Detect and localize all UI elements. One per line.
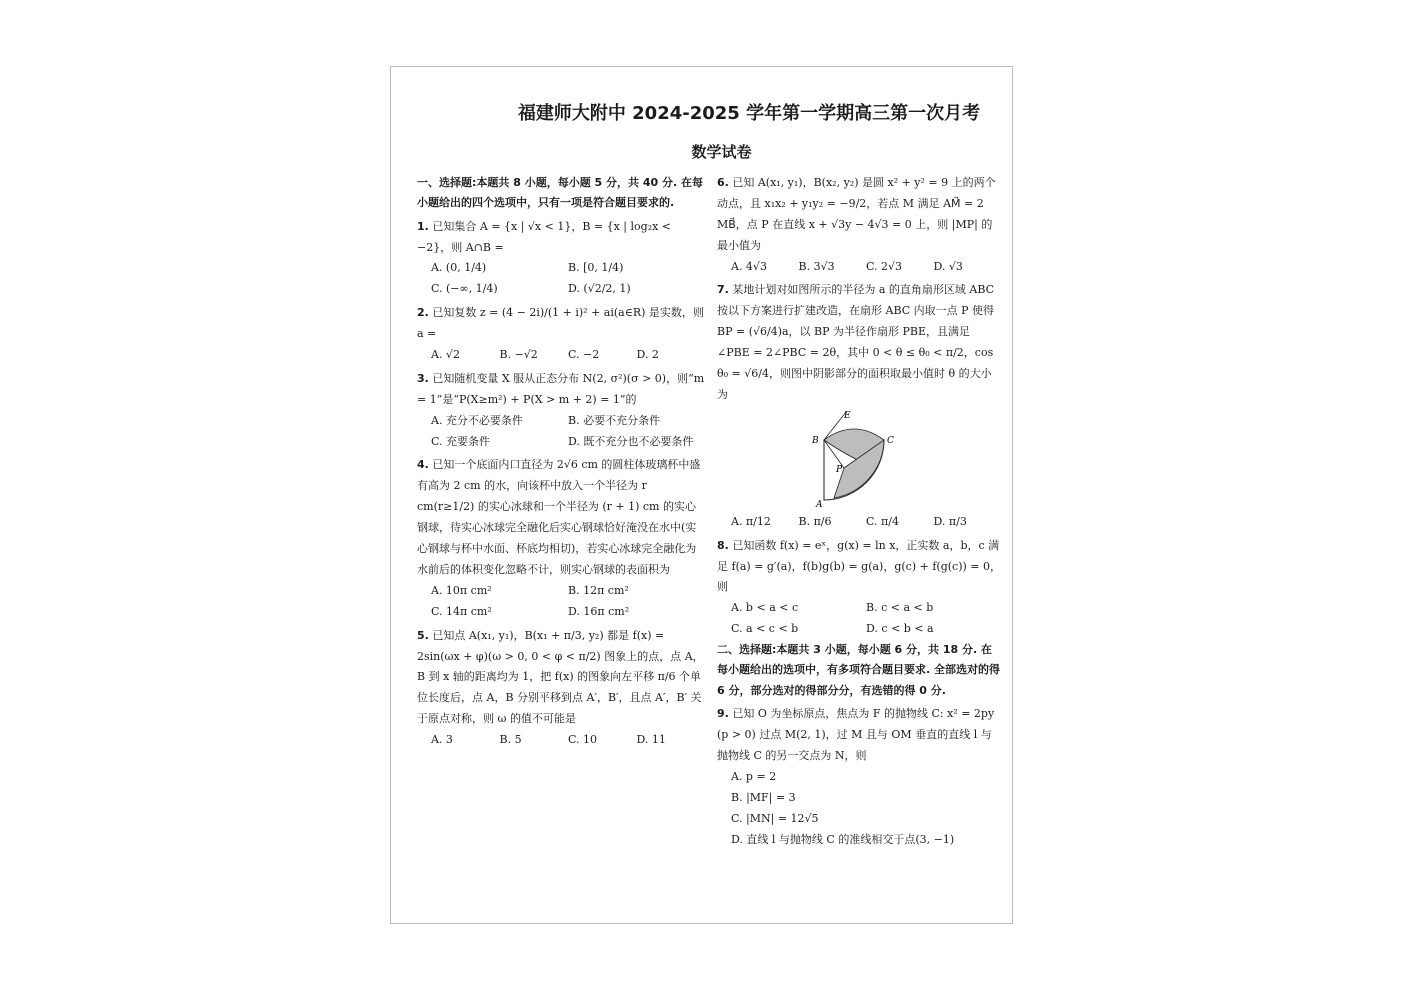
option-c: C. a < c < b [731, 622, 799, 636]
question-stem: 已知一个底面内口直径为 2√6 cm 的圆柱体玻璃杯中盛有高为 2 cm 的水，向该杯中放入一个半径为 r cm(r≥1/2) 的实心冰球和一个半径为 (r + 1) cm 的实心钢球，待实心冰球完全融化后实心钢球恰好淹没在水中(实心钢球与杯中水面、杯底均相切)，若实心冰球完全融化为水前后的体积变化忽略不计，则实心钢球的表面积为 [417, 458, 701, 576]
options [417, 581, 705, 623]
question-number: 8. [717, 538, 729, 552]
option-d: D. 直线 l 与抛物线 C 的准线相交于点(3, −1) [731, 832, 955, 846]
exam-subtitle: 数学试卷 [691, 143, 752, 161]
label-a: A [816, 499, 823, 510]
options [417, 258, 705, 300]
question-5 [417, 626, 705, 751]
question-stem: 已知复数 z = (4 − 2i)/(1 + i)² + ai(a∈R) 是实数，则 a = [417, 306, 704, 341]
option-a: A. 4√3 [731, 259, 767, 273]
option-c: C. 充要条件 [431, 434, 491, 448]
option-c: C. |MN| = 12√5 [731, 811, 819, 825]
option-a: A. (0, 1/4) [431, 261, 487, 275]
option-b: B. [0, 1/4) [568, 261, 624, 275]
option-d: D. c < b < a [866, 622, 934, 636]
sector-figure [804, 410, 914, 510]
exam-title: 福建师大附中 2024-2025 学年第一学期高三第一次月考 [517, 103, 981, 124]
option-a: A. π/12 [731, 514, 771, 528]
question-1 [417, 217, 705, 301]
option-c: C. 14π cm² [431, 604, 492, 618]
question-number: 6. [717, 176, 729, 189]
option-b: B. c < a < b [866, 601, 934, 615]
option-d: D. 2 [636, 348, 659, 362]
question-number: 2. [417, 306, 429, 320]
option-b: B. 3√3 [798, 259, 835, 273]
option-b: B. π/6 [798, 514, 832, 528]
option-a: A. 充分不必要条件 [431, 413, 523, 427]
option-d: D. (√2/2, 1) [568, 282, 631, 296]
question-4 [417, 455, 705, 622]
right-column [717, 173, 1001, 850]
question-stem: 某地计划对如图所示的半径为 a 的直角扇形区域 ABC 按以下方案进行扩建改造，在扇形 ABC 内取一点 P 使得 BP = (√6/4)a，以 BP 为半径作扇形 PBE，且满足 ∠PBE = 2∠PBC = 2θ，其中 0 < θ ≤ θ₀ < π/2，cos θ₀ = √6/4，则图中阴影部分的面积取最小值时 θ 的大小为 [717, 283, 995, 401]
label-p: P [836, 464, 843, 475]
option-c: C. 10 [568, 733, 598, 747]
option-d: D. 16π cm² [568, 604, 630, 618]
section-2-heading: 二、选择题:本题共 3 小题，每小题 6 分，共 18 分. 在每小题给出的选项中，有多项符合题目要求. 全部选对的得 6 分，部分选对的得部分分，有选错的得 0 分. [717, 643, 1001, 697]
exam-paper [390, 66, 1013, 924]
question-number: 4. [417, 458, 429, 472]
option-c: C. −2 [568, 348, 600, 362]
section-1-heading: 一、选择题:本题共 8 小题，每小题 5 分，共 40 分. 在每小题给出的四个选项中，只有一项是符合题目要求的. [417, 176, 703, 210]
question-2 [417, 303, 705, 366]
option-d: D. 11 [636, 733, 666, 747]
question-number: 7. [717, 283, 729, 297]
option-c: C. (−∞, 1/4) [431, 282, 498, 296]
option-b: B. 12π cm² [568, 583, 629, 597]
label-c: C [887, 435, 894, 446]
options [417, 730, 705, 751]
question-stem: 已知 A(x₁, y₁)，B(x₂, y₂) 是圆 x² + y² = 9 上的两个动点，且 x₁x₂ + y₁y₂ = −9/2，若点 M 满足 AM⃗ = 2 MB⃗，点 P 在直线 x + √3y − 4√3 = 0 上，则 |MP| 的最小值为 [717, 176, 996, 252]
question-stem: 已知随机变量 X 服从正态分布 N(2, σ²)(σ > 0)，则“m = 1”是“P(X≥m²) + P(X > m + 2) = 1”的 [417, 371, 705, 406]
option-b: B. −√2 [499, 348, 538, 362]
question-8 [717, 536, 1001, 640]
options [717, 257, 1001, 278]
option-a: A. 10π cm² [431, 583, 492, 597]
option-a: A. p = 2 [731, 769, 777, 783]
options [417, 411, 705, 453]
option-d: D. √3 [933, 259, 963, 273]
label-b: B [812, 435, 819, 446]
question-9 [717, 704, 1001, 850]
question-stem: 已知 O 为坐标原点，焦点为 F 的抛物线 C: x² = 2py (p > 0) 过点 M(2, 1)，过 M 且与 OM 垂直的直线 l 与抛物线 C 的另一交点为 N，则 [717, 707, 995, 762]
option-b: B. 5 [499, 733, 522, 747]
question-number: 5. [417, 628, 429, 642]
option-c: C. 2√3 [866, 259, 903, 273]
question-7 [717, 280, 1001, 532]
option-a: A. 3 [431, 733, 453, 747]
options [417, 345, 705, 366]
question-number: 1. [417, 219, 429, 233]
option-a: A. b < a < c [731, 601, 799, 615]
option-a: A. √2 [431, 348, 460, 362]
options [717, 767, 1001, 851]
options [717, 512, 1001, 533]
question-6 [717, 173, 1001, 277]
option-b: B. |MF| = 3 [731, 790, 796, 804]
question-number: 9. [717, 707, 729, 721]
left-column [417, 173, 705, 751]
option-b: B. 必要不充分条件 [568, 413, 661, 427]
option-d: D. 既不充分也不必要条件 [568, 434, 694, 448]
question-3 [417, 369, 705, 453]
option-d: D. π/3 [933, 514, 967, 528]
options [717, 598, 1001, 640]
question-number: 3. [417, 371, 429, 385]
question-stem: 已知集合 A = {x | √x < 1}，B = {x | log₂x < −2}，则 A∩B = [417, 219, 672, 254]
question-stem: 已知函数 f(x) = eˣ，g(x) = ln x，正实数 a，b，c 满足 f(a) = g′(a)，f(b)g(b) = g(a)，g(c) + f(g(c)) = 0，则 [717, 538, 1001, 594]
label-e: E [844, 410, 851, 421]
question-stem: 已知点 A(x₁, y₁)，B(x₁ + π/3, y₂) 都是 f(x) = 2sin(ωx + φ)(ω > 0, 0 < φ < π/2) 图象上的点，点 A，B 到 x 轴的距离均为 1，把 f(x) 的图象向左平移 π/6 个单位长度后，点 A，B 分别平移到点 A′，B′，且点 A′，B′ 关于原点对称，则 ω 的值不可能是 [417, 628, 704, 726]
option-c: C. π/4 [866, 514, 899, 528]
